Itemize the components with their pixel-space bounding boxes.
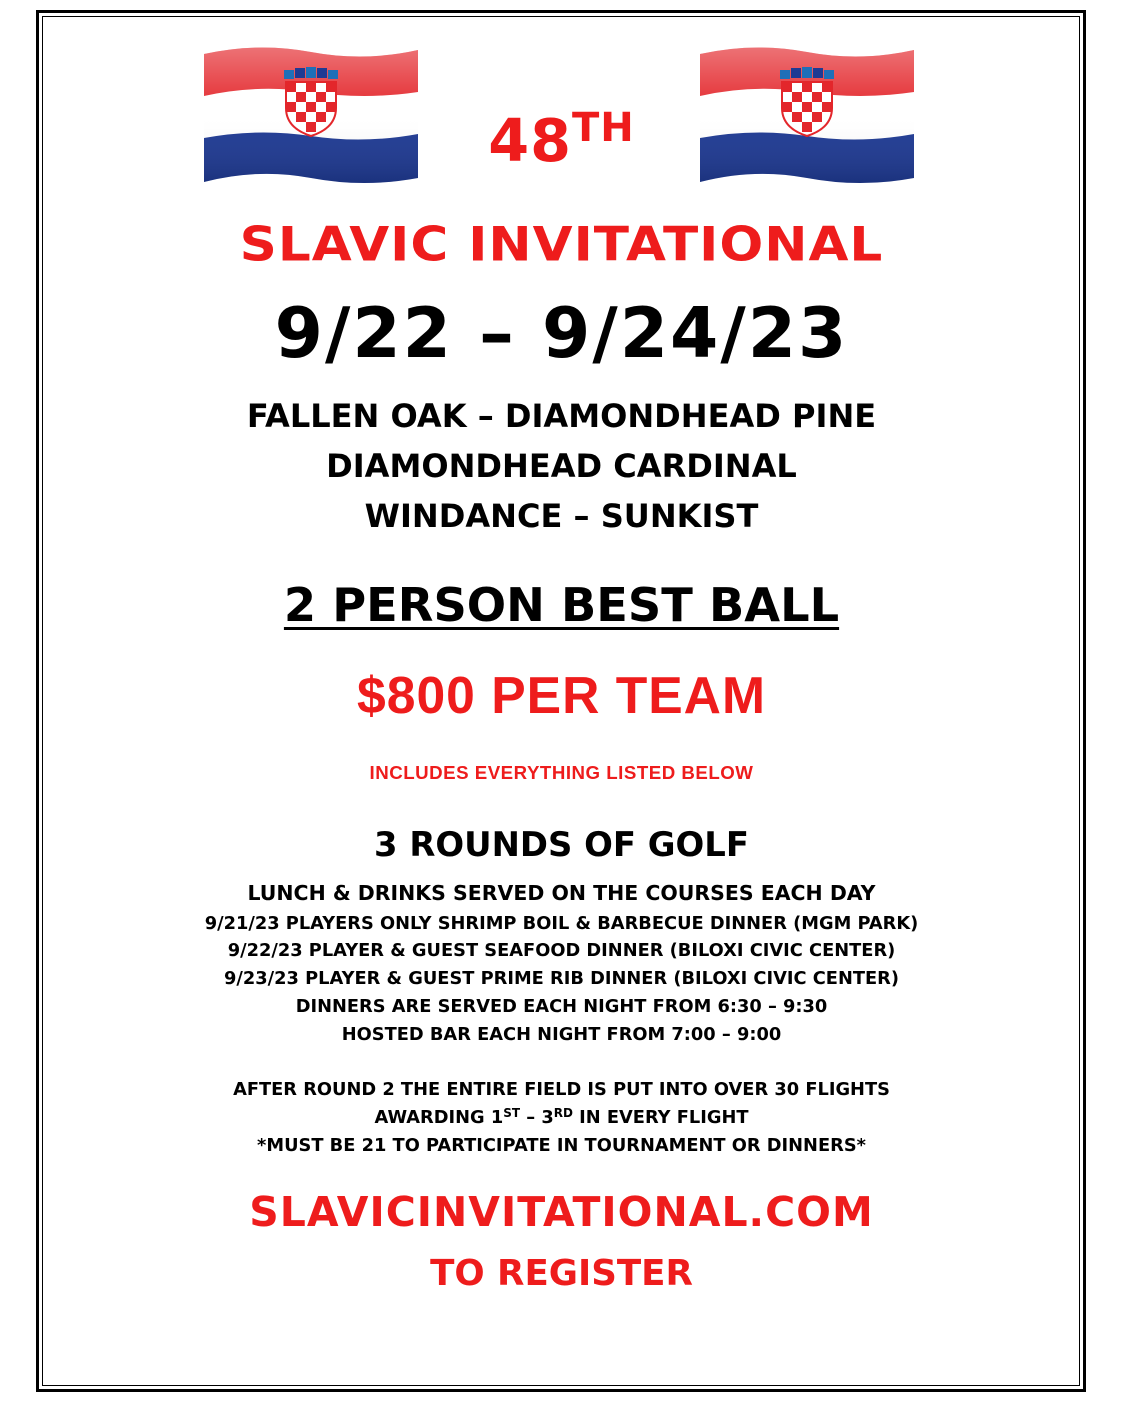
awards-suffix: IN EVERY FLIGHT (572, 1107, 749, 1128)
tournament-format: 2 PERSON BEST BALL (283, 578, 840, 632)
entry-price: $800 PER TEAM (357, 666, 766, 724)
course-line: DIAMONDHEAD CARDINAL (326, 447, 797, 485)
flights-line: AFTER ROUND 2 THE ENTIRE FIELD IS PUT INTO OVER 30 FLIGHTS (233, 1079, 890, 1100)
dinner-line: 9/23/23 PLAYER & GUEST PRIME RIB DINNER (BILOXI CIVIC CENTER) (224, 968, 899, 989)
edition-suffix: TH (572, 105, 635, 151)
lunch-line: LUNCH & DRINKS SERVED ON THE COURSES EACH DAY (247, 881, 876, 905)
awards-prefix: AWARDING 1 (374, 1107, 504, 1128)
edition-number: 48 (488, 106, 572, 175)
dinner-line: 9/22/23 PLAYER & GUEST SEAFOOD DINNER (BILOXI CIVIC CENTER) (227, 940, 896, 961)
course-line: WINDANCE – SUNKIST (364, 497, 759, 535)
course-line: FALLEN OAK – DIAMONDHEAD PINE (246, 397, 877, 435)
rounds-of-golf: 3 ROUNDS OF GOLF (374, 825, 749, 864)
website-link[interactable]: SLAVICINVITATIONAL.COM (249, 1188, 874, 1236)
edition-heading (0, 105, 1123, 175)
age-requirement: *MUST BE 21 TO PARTICIPATE IN TOURNAMENT OR DINNERS* (257, 1135, 866, 1156)
awards-middle: – 3 (520, 1107, 554, 1128)
awards-sup-first: ST (503, 1106, 521, 1120)
event-dates: 9/22 – 9/24/23 (274, 294, 849, 374)
dinner-hours: DINNERS ARE SERVED EACH NIGHT FROM 6:30 – 9:30 (295, 996, 828, 1017)
register-cta: TO REGISTER (430, 1253, 693, 1294)
includes-note: INCLUDES EVERYTHING LISTED BELOW (369, 762, 754, 783)
hosted-bar-hours: HOSTED BAR EACH NIGHT FROM 7:00 – 9:00 (341, 1024, 782, 1045)
awards-line (0, 1106, 1123, 1128)
awards-sup-third: RD (553, 1106, 573, 1120)
dinner-line: 9/21/23 PLAYERS ONLY SHRIMP BOIL & BARBECUE DINNER (MGM PARK) (204, 913, 919, 934)
event-title: SLAVIC INVITATIONAL (239, 217, 884, 273)
